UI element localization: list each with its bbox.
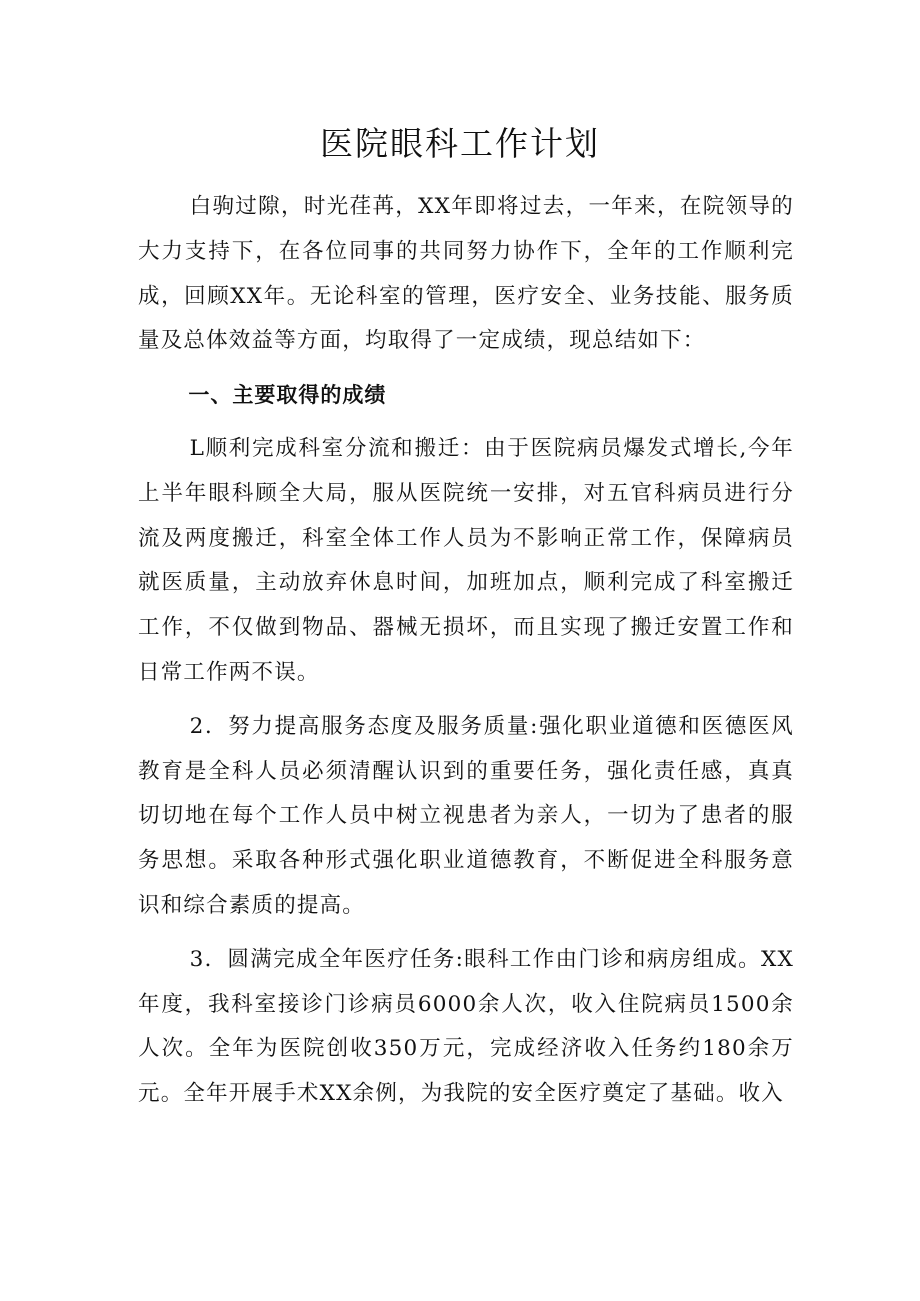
achievement-item-2: 2．努力提高服务态度及服务质量:强化职业道德和医德医风教育是全科人员必须清醒认识到的重要任务，强化责任感，真真切切地在每个工作人员中树立视患者为亲人，一切为了患者的服务思想。采取各种形式强化职业道德教育，不断促进全科服务意识和综合素质的提高。 — [138, 713, 794, 918]
section-heading: 一、主要取得的成绩 — [188, 383, 387, 408]
document-body — [138, 185, 794, 1117]
intro-paragraph: 白驹过隙，时光荏苒，XX年即将过去，一年来，在院领导的大力支持下，在各位同事的共同努力协作下，全年的工作顺利完成，回顾XX年。无论科室的管理，医疗安全、业务技能、服务质量及总体效益等方面，均取得了一定成绩，现总结如下： — [138, 194, 794, 354]
achievement-item-1: L顺利完成科室分流和搬迁：由于医院病员爆发式增长,今年上半年眼科顾全大局，服从医院统一安排，对五官科病员进行分流及两度搬迁，科室全体工作人员为不影响正常工作，保障病员就医质量，主动放弃休息时间，加班加点，顺利完成了科室搬迁工作，不仅做到物品、器械无损坏，而且实现了搬迁安置工作和日常工作两不误。 — [138, 435, 794, 685]
document-title: 医院眼科工作计划 — [320, 124, 600, 163]
achievement-item-3: 3．圆满完成全年医疗任务:眼科工作由门诊和病房组成。XX年度，我科室接诊门诊病员6000余人次，收入住院病员1500余人次。全年为医院创收350万元，完成经济收入任务约180余万元。全年开展手术XX余例，为我院的安全医疗奠定了基础。收入 — [138, 946, 794, 1107]
